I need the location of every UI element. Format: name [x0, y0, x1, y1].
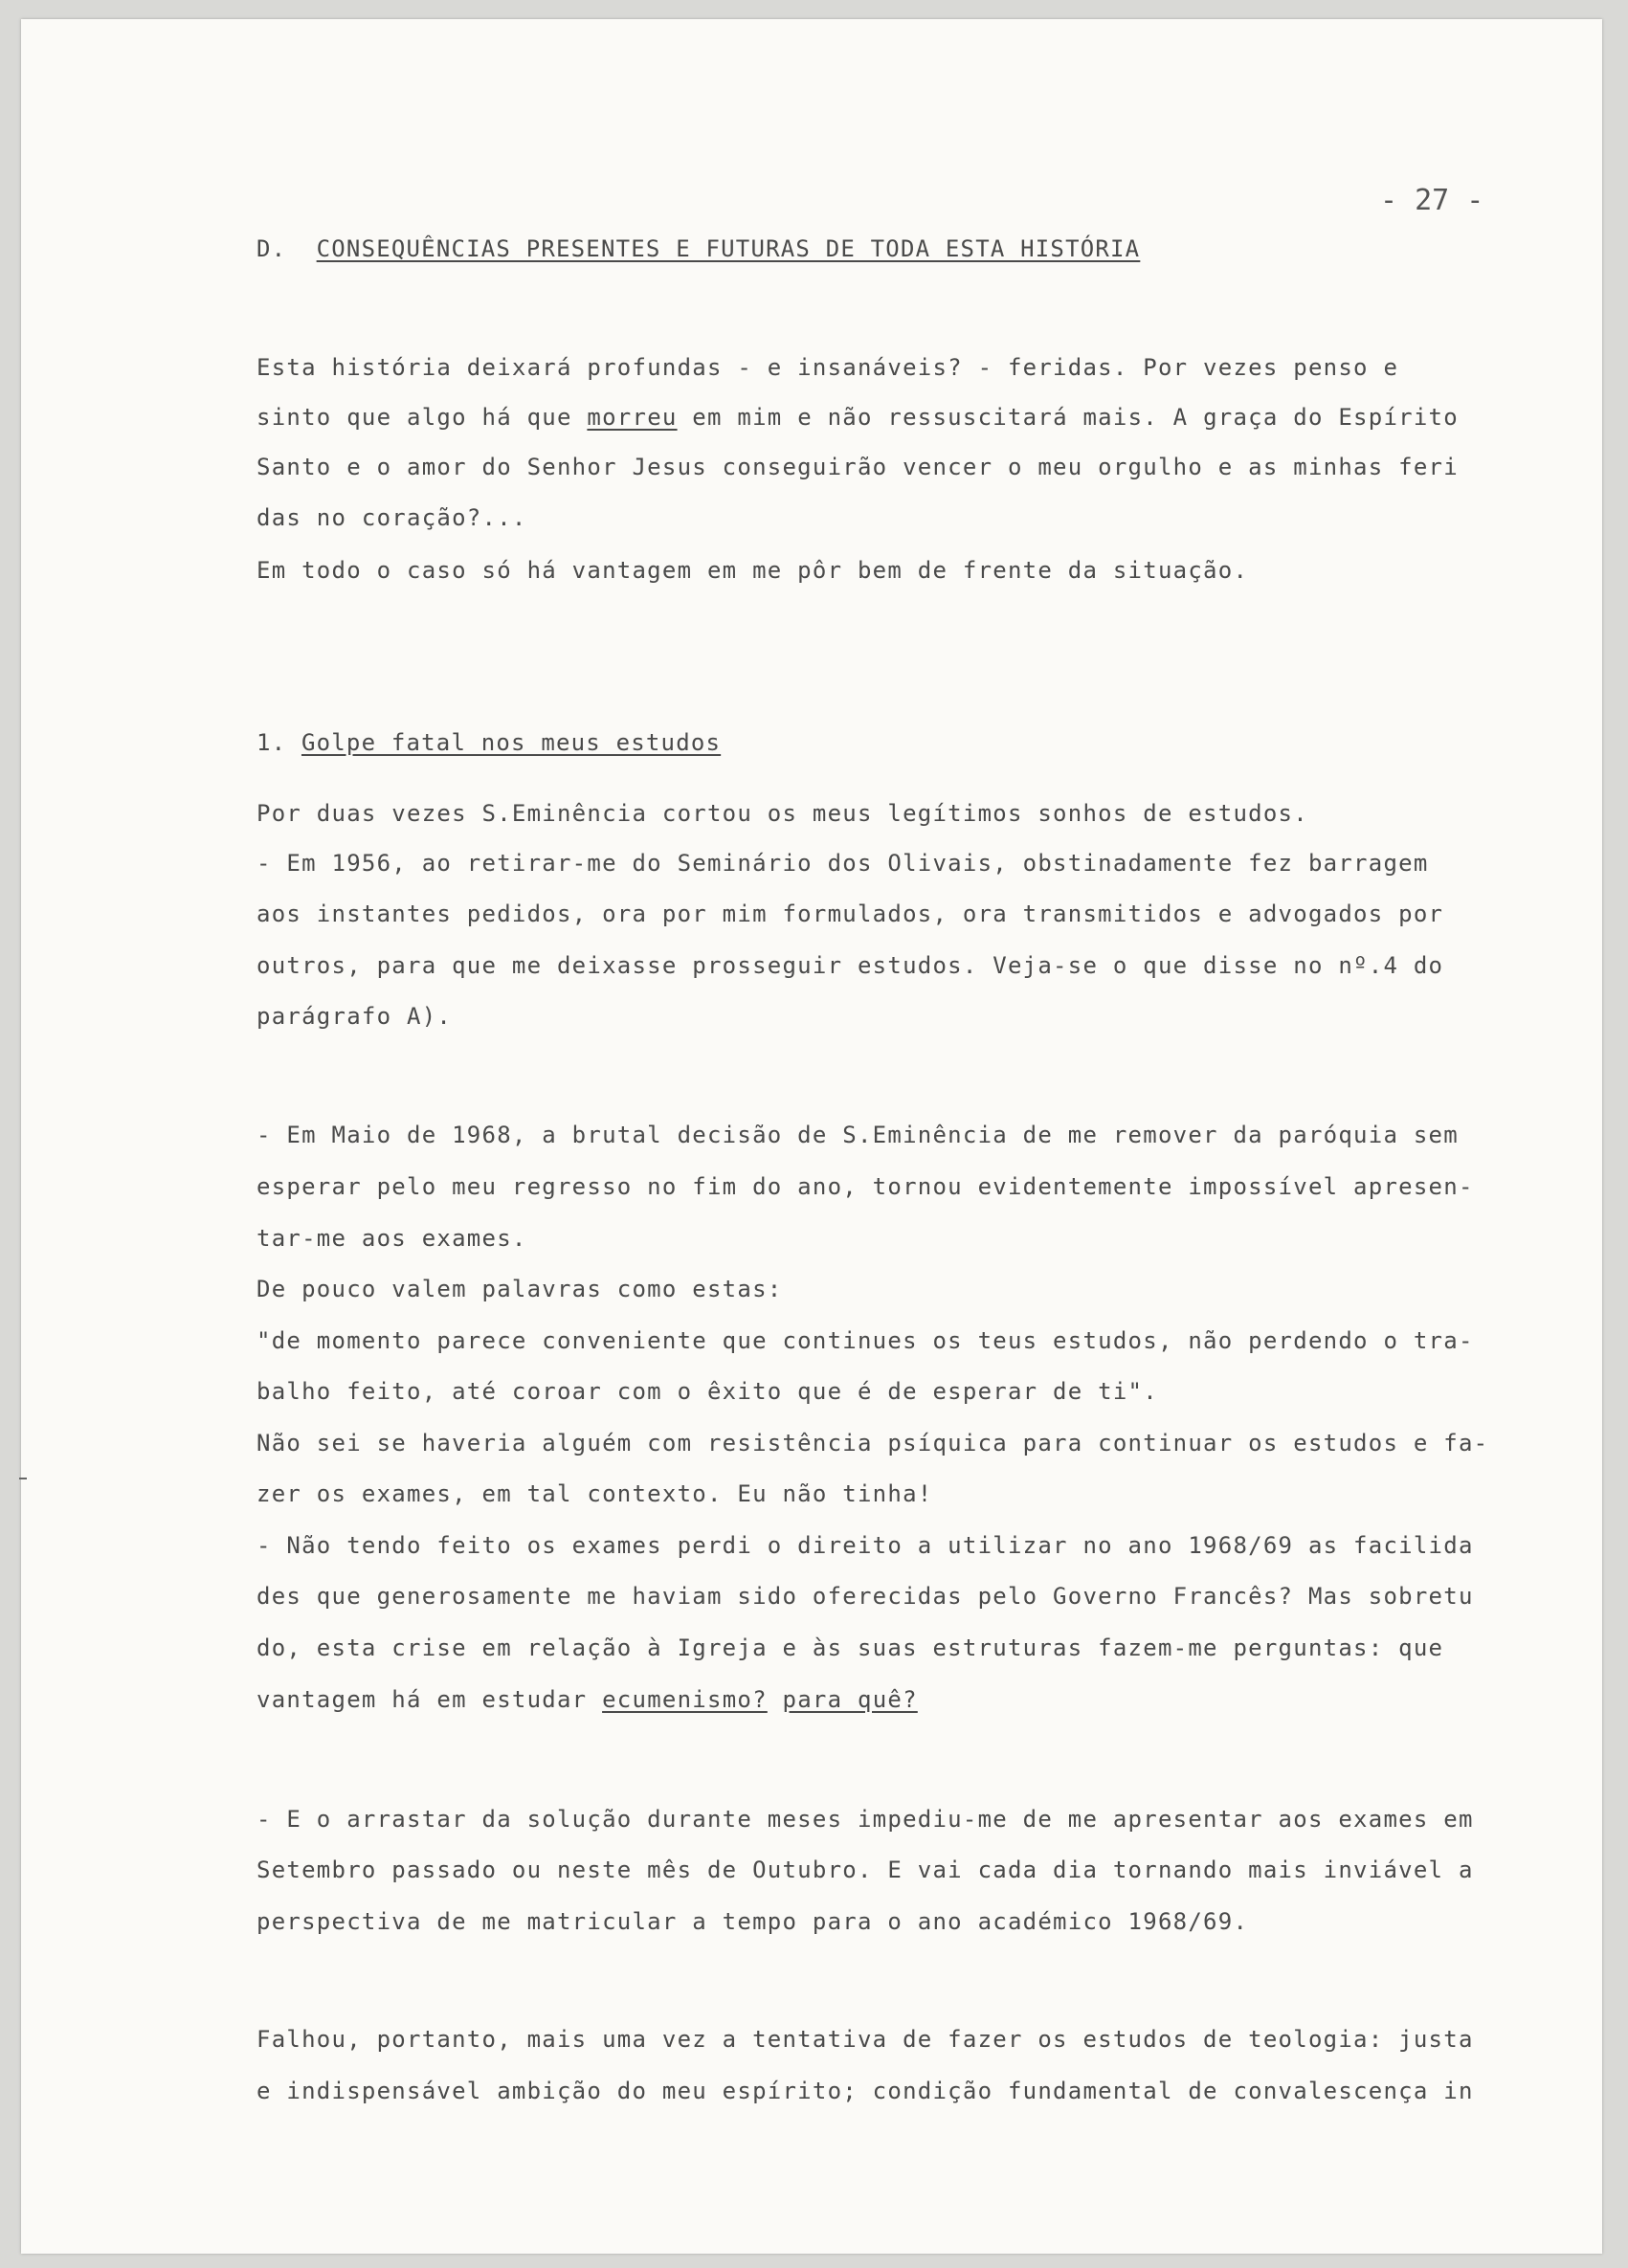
body-line: esperar pelo meu regresso no fim do ano, tornou evidentemente impossível apresen-: [256, 1173, 1474, 1200]
body-line: - Não tendo feito os exames perdi o direito a utilizar no ano 1968/69 as facilida: [256, 1532, 1474, 1559]
section-heading: [256, 235, 1140, 262]
subsection-heading: [256, 729, 721, 756]
body-line: Por duas vezes S.Eminência cortou os meus legítimos sonhos de estudos.: [256, 800, 1308, 827]
body-line: balho feito, até coroar com o êxito que é de esperar de ti".: [256, 1378, 1158, 1405]
body-line: do, esta crise em relação à Igreja e às suas estruturas fazem-me perguntas: que: [256, 1634, 1444, 1661]
margin-mark: [19, 1478, 27, 1479]
body-line: - Em 1956, ao retirar-me do Seminário dos Olivais, obstinadamente fez barragem: [256, 850, 1429, 877]
underlined-word: para quê?: [782, 1686, 918, 1713]
body-line: - E o arrastar da solução durante meses impediu-me de me apresentar aos exames em: [256, 1806, 1474, 1833]
intro-line: sinto que algo há que morreu em mim e não ressuscitará mais. A graça do Espírito: [256, 404, 1459, 431]
body-line: parágrafo A).: [256, 1003, 453, 1030]
body-line: aos instantes pedidos, ora por mim formulados, ora transmitidos e advogados por: [256, 901, 1444, 927]
body-line: outros, para que me deixasse prosseguir estudos. Veja-se o que disse no nº.4 do: [256, 952, 1444, 979]
body-line: Setembro passado ou neste mês de Outubro. E vai cada dia tornando mais inviável a: [256, 1857, 1474, 1883]
intro-line: Esta história deixará profundas - e insanáveis? - feridas. Por vezes penso e: [256, 354, 1399, 381]
subsection-title: Golpe fatal nos meus estudos: [301, 729, 722, 756]
section-title: CONSEQUÊNCIAS PRESENTES E FUTURAS DE TODA ESTA HISTÓRIA: [316, 235, 1141, 262]
intro-line: Em todo o caso só há vantagem em me pôr bem de frente da situação.: [256, 557, 1249, 584]
body-line: Não sei se haveria alguém com resistência psíquica para continuar os estudos e fa-: [256, 1430, 1489, 1456]
body-line: "de momento parece conveniente que continues os teus estudos, não perdendo o tra-: [256, 1327, 1474, 1354]
body-line: des que generosamente me haviam sido oferecidas pelo Governo Francês? Mas sobretu: [256, 1583, 1474, 1610]
body-line: perspectiva de me matricular a tempo para o ano académico 1968/69.: [256, 1908, 1249, 1935]
intro-line: Santo e o amor do Senhor Jesus conseguirão vencer o meu orgulho e as minhas feri: [256, 454, 1459, 480]
body-line: De pouco valem palavras como estas:: [256, 1276, 783, 1302]
page-number: - 27 -: [1380, 184, 1484, 217]
body-line: zer os exames, em tal contexto. Eu não tinha!: [256, 1480, 933, 1507]
intro-line: das no coração?...: [256, 504, 527, 531]
underlined-word: ecumenismo?: [602, 1686, 768, 1713]
body-line: e indispensável ambição do meu espírito; condição fundamental de convalescença in: [256, 2078, 1474, 2104]
underlined-word: morreu: [587, 404, 678, 431]
subsection-marker: 1.: [256, 729, 287, 756]
body-line: vantagem há em estudar ecumenismo? para quê?: [256, 1686, 918, 1713]
body-line: - Em Maio de 1968, a brutal decisão de S.Eminência de me remover da paróquia sem: [256, 1122, 1459, 1148]
section-marker: D.: [256, 235, 287, 262]
body-line: tar-me aos exames.: [256, 1225, 527, 1252]
body-line: Falhou, portanto, mais uma vez a tentativa de fazer os estudos de teologia: justa: [256, 2026, 1474, 2053]
